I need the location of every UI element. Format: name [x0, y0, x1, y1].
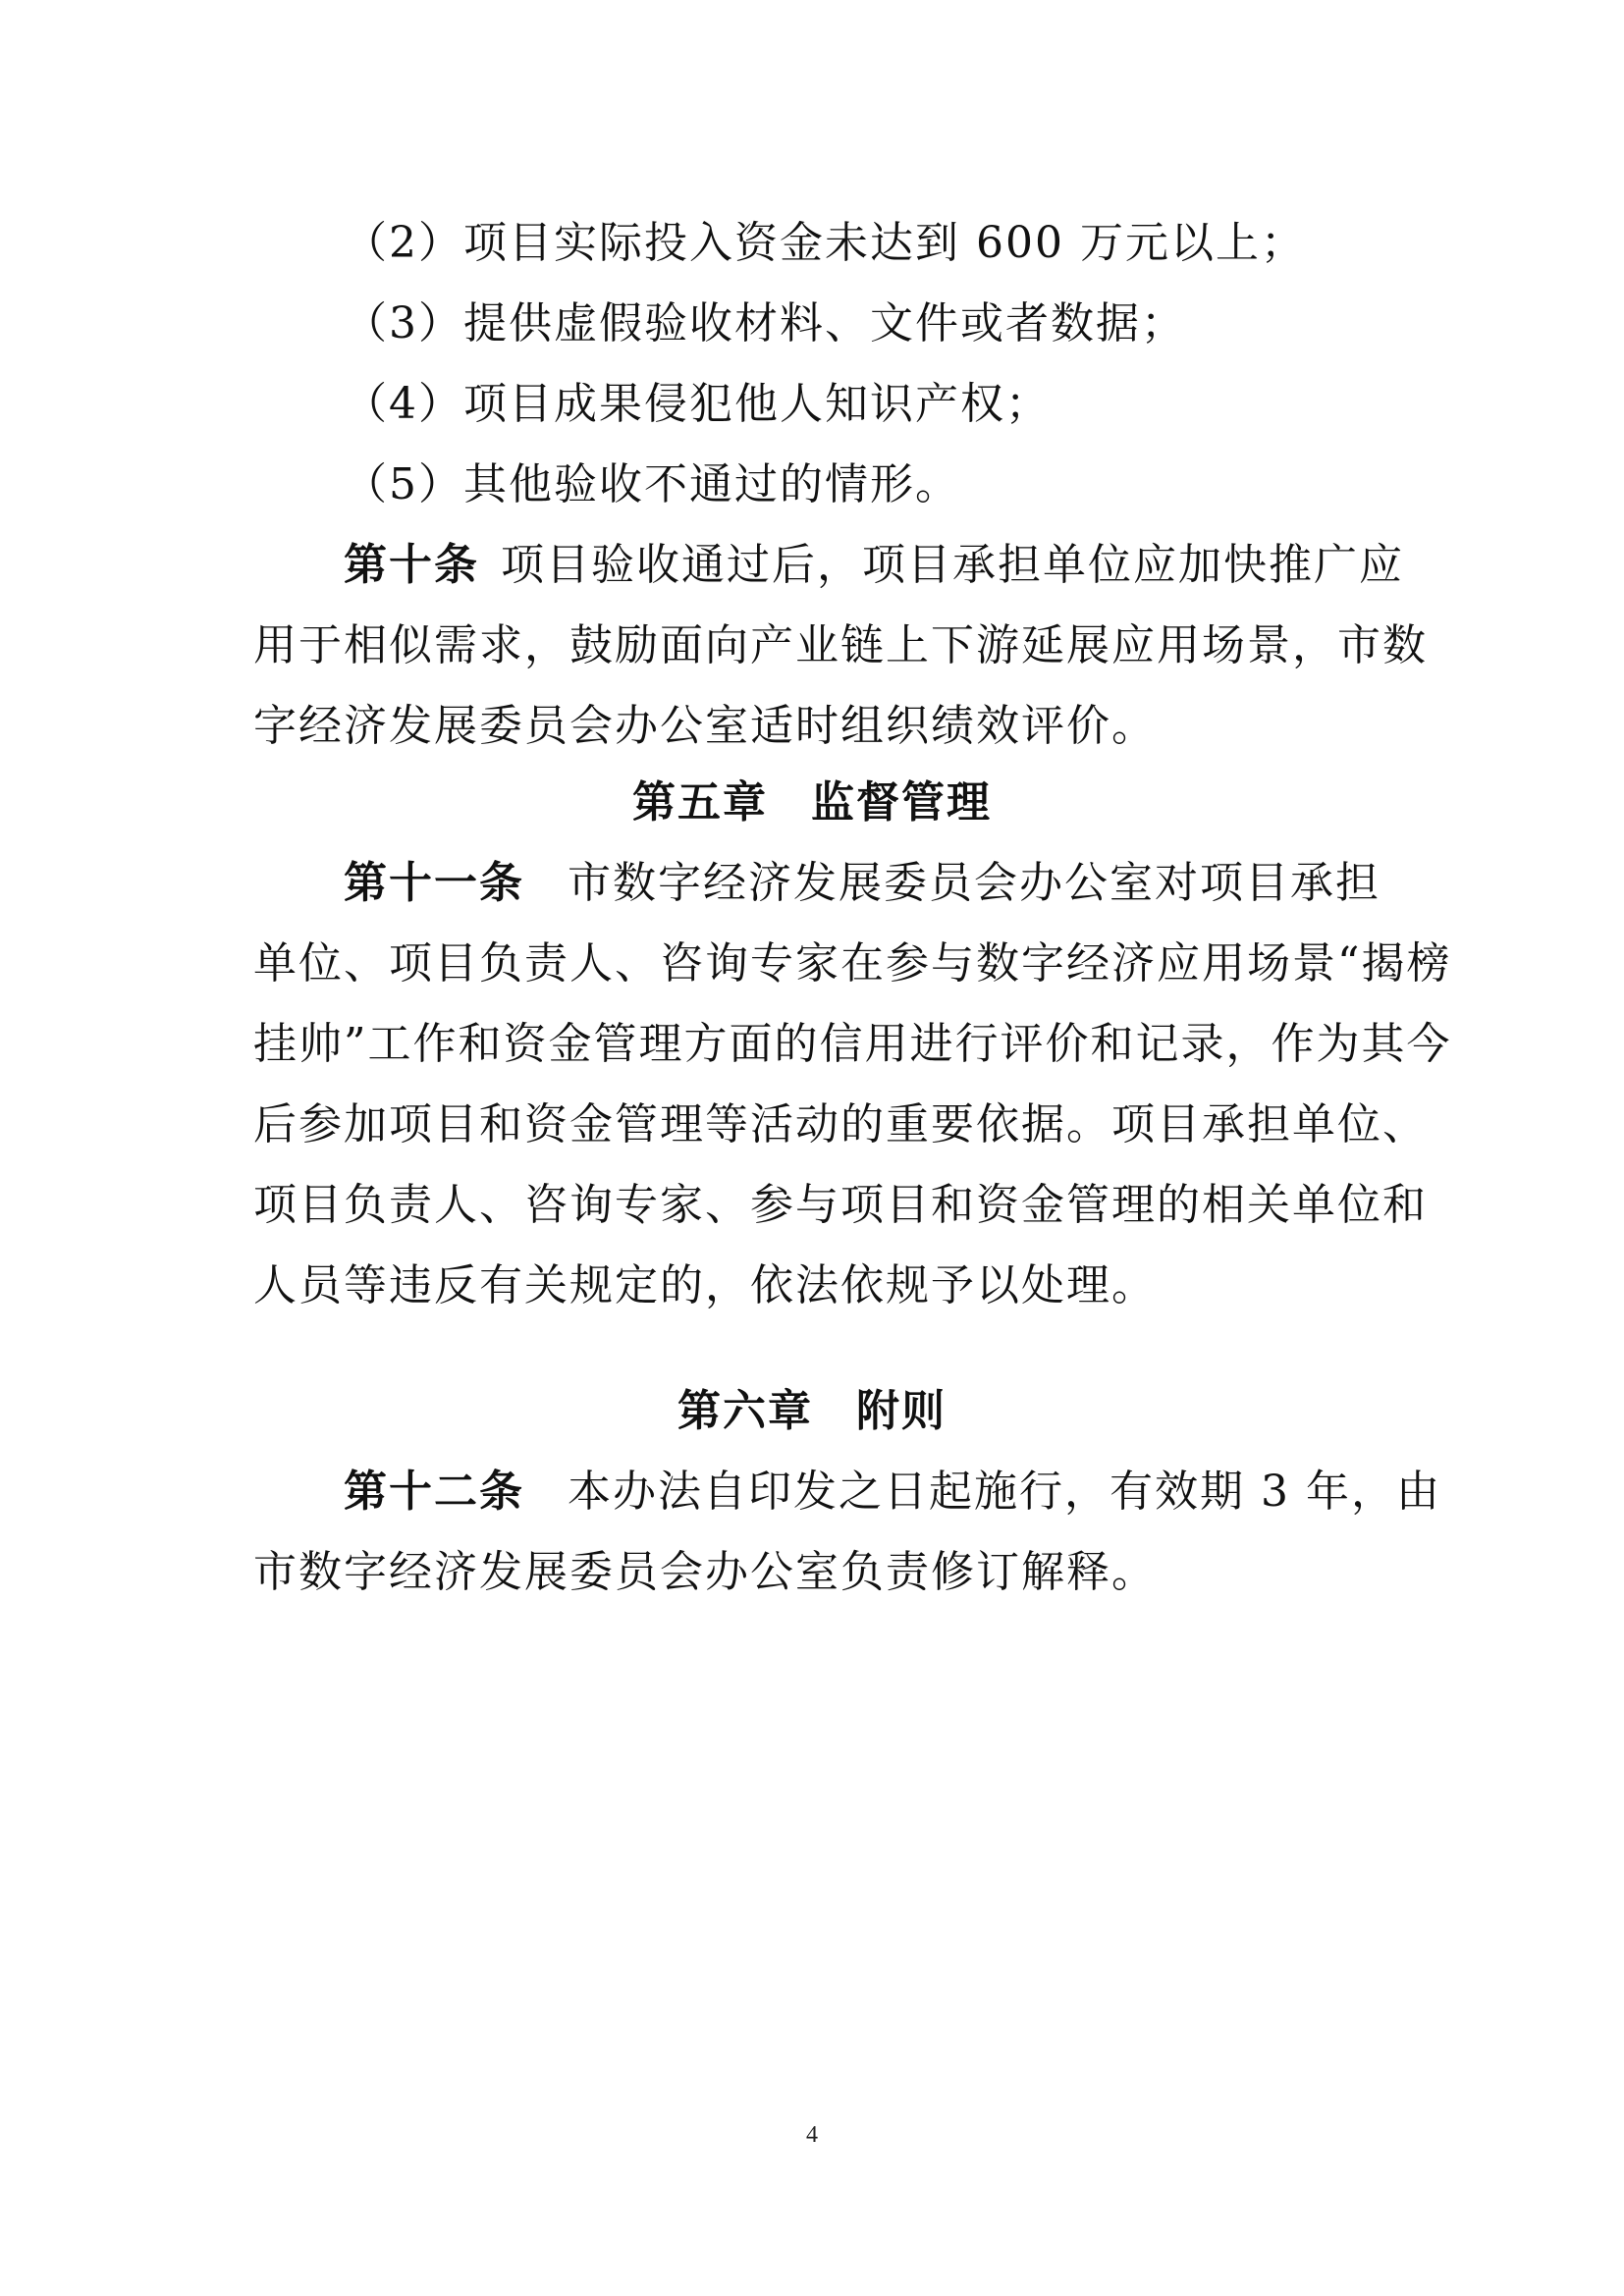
chapter-5-title: 监督管理: [811, 777, 992, 828]
chapter-5-heading: [0, 774, 1624, 832]
chapter-5-number: 第五章: [632, 777, 768, 828]
article-11-line-5: 项目负责人、咨询专家、参与项目和资金管理的相关单位和: [253, 1180, 1428, 1230]
article-11-line-1: [344, 854, 1473, 913]
article-11-heading: 第十一条: [344, 858, 524, 908]
article-10-line-2: 用于相似需求，鼓励面向产业链上下游延展应用场景，市数: [253, 620, 1428, 670]
article-11-line-3: 挂帅”工作和资金管理方面的信用进行评价和记录，作为其今: [253, 1019, 1452, 1069]
article-12-heading: 第十二条: [344, 1467, 524, 1517]
article-11-line-2: 单位、项目负责人、咨询专家在参与数字经济应用场景“揭榜: [253, 938, 1452, 988]
article-10-line-3: 字经济发展委员会办公室适时组织绩效评价。: [253, 701, 1157, 751]
article-12-line-2: 市数字经济发展委员会办公室负责修订解释。: [253, 1547, 1157, 1597]
page-number: 4: [806, 2122, 818, 2148]
list-item: （4）项目成果侵犯他人知识产权；: [344, 379, 1051, 429]
article-10-line-1: [344, 536, 1473, 595]
chapter-6-heading: [0, 1382, 1624, 1441]
list-item: （3）提供虚假验收材料、文件或者数据；: [344, 298, 1186, 348]
article-11-text: 市数字经济发展委员会办公室对项目承担: [568, 858, 1380, 908]
chapter-6-title: 附则: [856, 1386, 947, 1436]
chapter-6-number: 第六章: [677, 1386, 813, 1436]
list-item: （2）项目实际投入资金未达到 600 万元以上；: [344, 218, 1306, 268]
article-11-line-6: 人员等违反有关规定的，依法依规予以处理。: [253, 1260, 1157, 1310]
article-12-line-1: [344, 1463, 1473, 1522]
article-12-text: 本办法自印发之日起施行，有效期 3 年，由: [568, 1467, 1441, 1517]
list-item: （5）其他验收不通过的情形。: [344, 459, 960, 509]
article-10-text: 项目验收通过后，项目承担单位应加快推广应: [501, 540, 1404, 590]
article-11-line-4: 后参加项目和资金管理等活动的重要依据。项目承担单位、: [253, 1099, 1428, 1149]
article-10-heading: 第十条: [344, 540, 479, 590]
